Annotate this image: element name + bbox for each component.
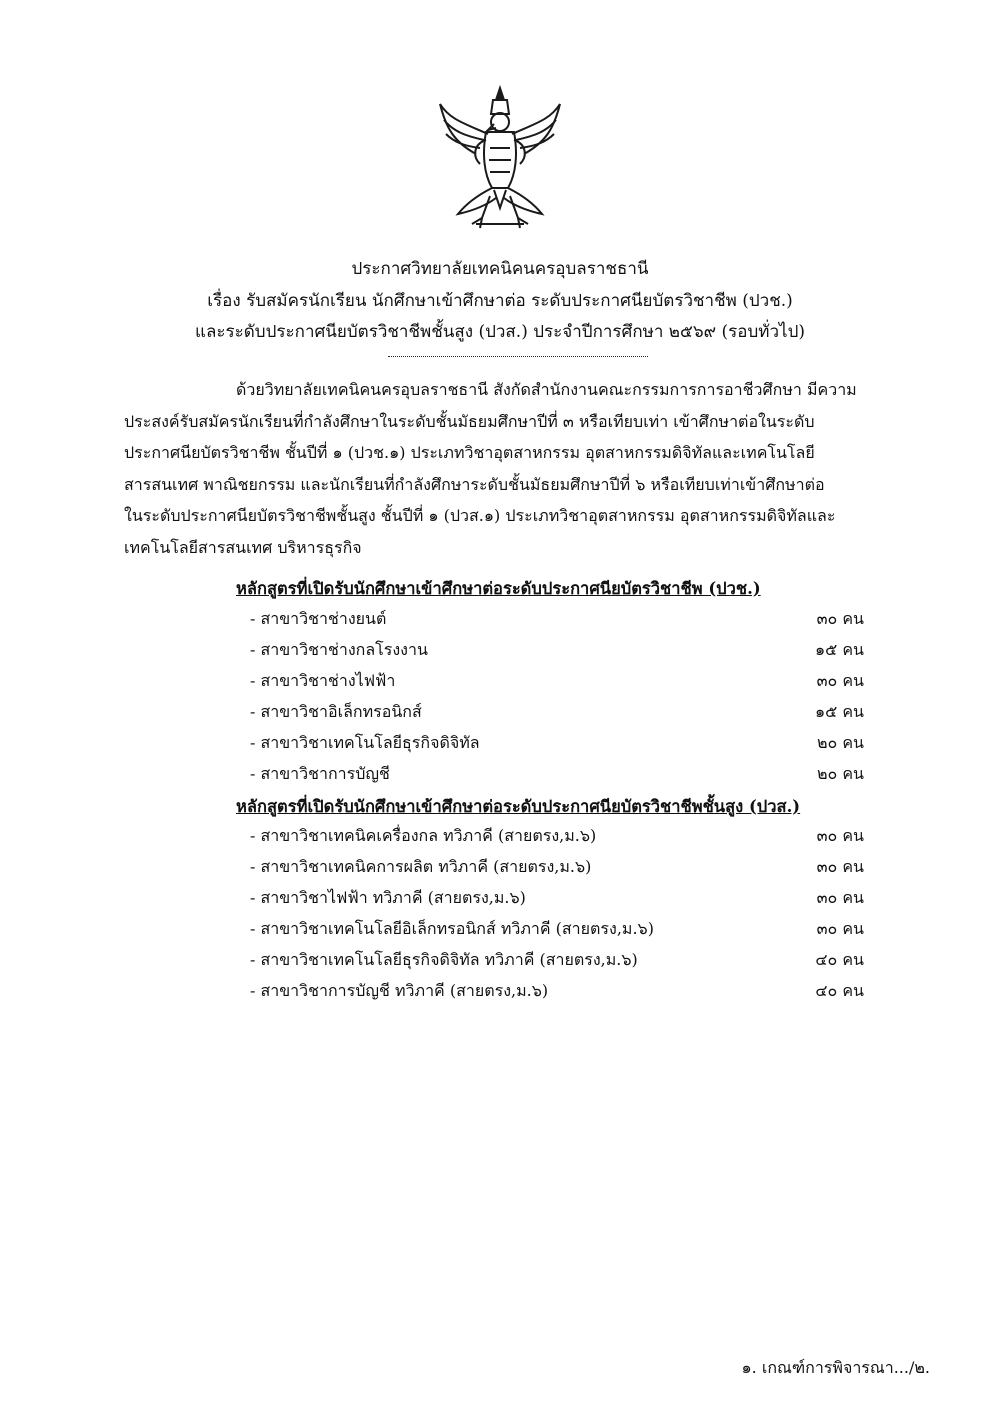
list-item (250, 697, 864, 727)
paragraph-line: สารสนเทศ พาณิชยกรรม และนักเรียนที่กำลังศึกษาระดับชั้นมัธยมศึกษาปีที่ ๖ หรือเทียบเท่าเข้าศึกษาต่อ (124, 474, 825, 494)
item-label: - สาขาวิชาเทคโนโลยีธุรกิจดิจิทัล (250, 733, 480, 752)
paragraph-line: ด้วยวิทยาลัยเทคนิคนครอุบลราชธานี สังกัดสำนักงานคณะกรรมการการอาชีวศึกษา มีความ (236, 380, 857, 399)
header-line-3: และระดับประกาศนียบัตรวิชาชีพชั้นสูง (ปวส.) ประจำปีการศึกษา ๒๕๖๙ (รอบทั่วไป) (195, 322, 805, 342)
item-label: - สาขาวิชาเทคโนโลยีธุรกิจดิจิทัล ทวิภาคี (สายตรง,ม.๖) (250, 950, 638, 969)
paragraph-line: เทคโนโลยีสารสนเทศ บริหารธุรกิจ (124, 537, 362, 557)
list-item (250, 852, 864, 882)
item-count: ๓๐ คน (816, 919, 864, 938)
list-item (250, 666, 864, 696)
item-label: - สาขาวิชาเทคนิคการผลิต ทวิภาคี (สายตรง,ม.๖) (250, 857, 592, 876)
item-label: - สาขาวิชาช่างไฟฟ้า (250, 671, 396, 690)
item-label: - สาขาวิชาช่างกลโรงงาน (250, 640, 428, 659)
garuda-emblem-icon (436, 84, 564, 234)
separator-dots (388, 356, 648, 357)
paragraph-line: ในระดับประกาศนียบัตรวิชาชีพชั้นสูง ชั้นปีที่ ๑ (ปวส.๑) ประเภทวิชาอุตสาหกรรม อุตสาหกรรมดิจิทัลและ (124, 506, 836, 525)
page-continuation-note: ๑. เกณฑ์การพิจารณา.../๒. (741, 1358, 930, 1377)
item-count: ๓๐ คน (816, 826, 864, 845)
item-count: ๓๐ คน (816, 857, 864, 876)
item-count: ๒๐ คน (816, 733, 864, 752)
item-label: - สาขาวิชาไฟฟ้า ทวิภาคี (สายตรง,ม.๖) (250, 888, 526, 907)
item-count: ๓๐ คน (816, 671, 864, 690)
list-item (250, 976, 864, 1006)
intro-paragraph (124, 374, 936, 563)
item-count: ๔๐ คน (815, 981, 864, 1000)
list-item (250, 635, 864, 665)
item-label: - สาขาวิชาการบัญชี ทวิภาคี (สายตรง,ม.๖) (250, 981, 549, 1000)
list-item (250, 945, 864, 975)
list-item (250, 914, 864, 944)
paragraph-line: ประกาศนียบัตรวิชาชีพ ชั้นปีที่ ๑ (ปวช.๑) ประเภทวิชาอุตสาหกรรม อุตสาหกรรมดิจิทัลและเทคโนโลยี (124, 443, 815, 462)
item-count: ๒๐ คน (816, 764, 864, 783)
item-label: - สาขาวิชาอิเล็กทรอนิกส์ (250, 702, 422, 721)
item-label: - สาขาวิชาเทคโนโลยีอิเล็กทรอนิกส์ ทวิภาคี (สายตรง,ม.๖) (250, 919, 654, 938)
paragraph-line: ประสงค์รับสมัครนักเรียนที่กำลังศึกษาในระดับชั้นมัธยมศึกษาปีที่ ๓ หรือเทียบเท่า เข้าศึกษาต่อในระดับ (124, 411, 815, 431)
item-count: ๓๐ คน (816, 609, 864, 628)
header-line-2: เรื่อง รับสมัครนักเรียน นักศึกษาเข้าศึกษาต่อ ระดับประกาศนียบัตรวิชาชีพ (ปวช.) (207, 291, 793, 311)
item-count: ๔๐ คน (815, 950, 864, 969)
item-count: ๑๕ คน (815, 640, 864, 659)
section-title-higher-vocational: หลักสูตรที่เปิดรับนักศึกษาเข้าศึกษาต่อระดับประกาศนียบัตรวิชาชีพชั้นสูง (ปวส.) (236, 797, 801, 816)
item-count: ๑๕ คน (815, 702, 864, 721)
list-item (250, 883, 864, 913)
item-label: - สาขาวิชาเทคนิคเครื่องกล ทวิภาคี (สายตรง,ม.๖) (250, 826, 597, 845)
list-item (250, 821, 864, 851)
list-item (250, 759, 864, 789)
item-label: - สาขาวิชาช่างยนต์ (250, 609, 387, 628)
list-item (250, 604, 864, 634)
section-title-vocational: หลักสูตรที่เปิดรับนักศึกษาเข้าศึกษาต่อระดับประกาศนียบัตรวิชาชีพ (ปวช.) (236, 579, 761, 598)
item-count: ๓๐ คน (816, 888, 864, 907)
header-line-1: ประกาศวิทยาลัยเทคนิคนครอุบลราชธานี (351, 259, 649, 279)
item-label: - สาขาวิชาการบัญชี (250, 764, 390, 783)
list-item (250, 728, 864, 758)
